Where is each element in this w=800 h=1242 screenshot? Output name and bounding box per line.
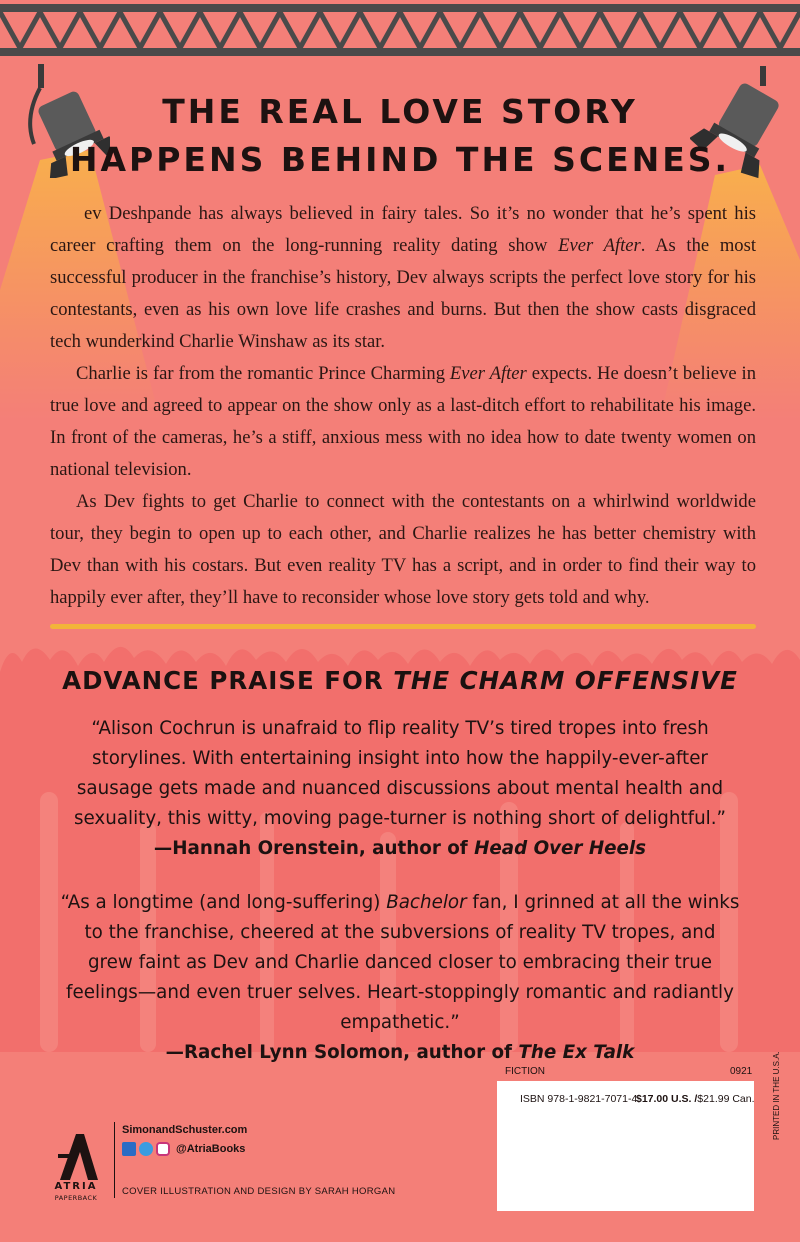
publisher-website: SimonandSchuster.com — [122, 1124, 248, 1136]
date-code: 0921 — [730, 1066, 753, 1077]
instagram-icon[interactable] — [156, 1142, 170, 1156]
category-label: FICTION — [505, 1066, 545, 1077]
publisher-name: ATRIA — [54, 1181, 98, 1192]
quote-attribution: —Rachel Lynn Solomon, author of The Ex Talk — [165, 1042, 635, 1063]
isbn: ISBN 978-1-9821-7071-4 — [520, 1093, 638, 1105]
praise-heading: ADVANCE PRAISE FOR THE CHARM OFFENSIVE — [62, 666, 738, 695]
price: $17.00 U.S. /$21.99 Can. — [636, 1093, 755, 1105]
praise-quote-1 — [60, 714, 740, 864]
social-handle: @AtriaBooks — [176, 1143, 246, 1155]
headline — [0, 88, 800, 184]
divider — [50, 624, 756, 629]
book-description — [50, 198, 756, 614]
headline-line-1: THE REAL LOVE STORY — [162, 92, 638, 131]
blurb-paragraph-2: Charlie is far from the romantic Prince Charming Ever After expects. He doesn’t believe in true love and agreed to appear on the show only as a last-ditch effort to rehabilitate his image. In front of the cameras, he’s a stiff, anxious mess with no idea how to date twenty women on national television. — [50, 363, 756, 480]
publisher-imprint: PAPERBACK — [54, 1194, 98, 1202]
quote-text: “Alison Cochrun is unafraid to flip reality TV’s tired tropes into fresh storylines. With entertaining insight into how the happily-ever-after sausage gets made and nuanced discussions about mental health and sexuality, this witty, moving page-turner is nothing short of delightful.” — [73, 718, 727, 829]
facebook-icon[interactable] — [122, 1142, 136, 1156]
cover-credit: COVER ILLUSTRATION AND DESIGN BY SARAH HORGAN — [122, 1186, 396, 1197]
publisher-divider — [114, 1122, 115, 1198]
praise-quote-2 — [60, 888, 740, 1068]
social-links — [122, 1141, 245, 1157]
quote-attribution: —Hannah Orenstein, author of Head Over Heels — [153, 838, 647, 859]
stage-truss — [0, 0, 800, 66]
twitter-icon[interactable] — [139, 1142, 153, 1156]
headline-line-2: HAPPENS BEHIND THE SCENES. — [69, 140, 731, 179]
blurb-paragraph-3: As Dev fights to get Charlie to connect with the contestants on a whirlwind worldwide tour, they begin to open up to each other, and Charlie realizes he has better chemistry with Dev than with his costars. But even reality TV has a script, and in order to find their way to happily ever after, they’ll have to reconsider whose love story gets told and why. — [50, 491, 756, 608]
printed-in: PRINTED IN THE U.S.A. — [772, 1051, 781, 1140]
blurb-paragraph-1: ev Deshpande has always believed in fairy tales. So it’s no wonder that he’s spent his career crafting them on the long-running reality dating show Ever After. As the most successful producer in the franchise’s history, Dev always scripts the perfect love story for his contestants, even as his own love life crashes and burns. But then the show casts disgraced tech wunderkind Charlie Winshaw as its star. — [50, 203, 756, 352]
quote-text: “As a longtime (and long-suffering) Bachelor fan, I grinned at all the winks to the franchise, cheered at the subversions of reality TV tropes, and grew faint as Dev and Charlie danced closer to embracing their true feelings—and even truer selves. Heart-stoppingly romantic and radiantly empathetic.” — [60, 892, 740, 1033]
